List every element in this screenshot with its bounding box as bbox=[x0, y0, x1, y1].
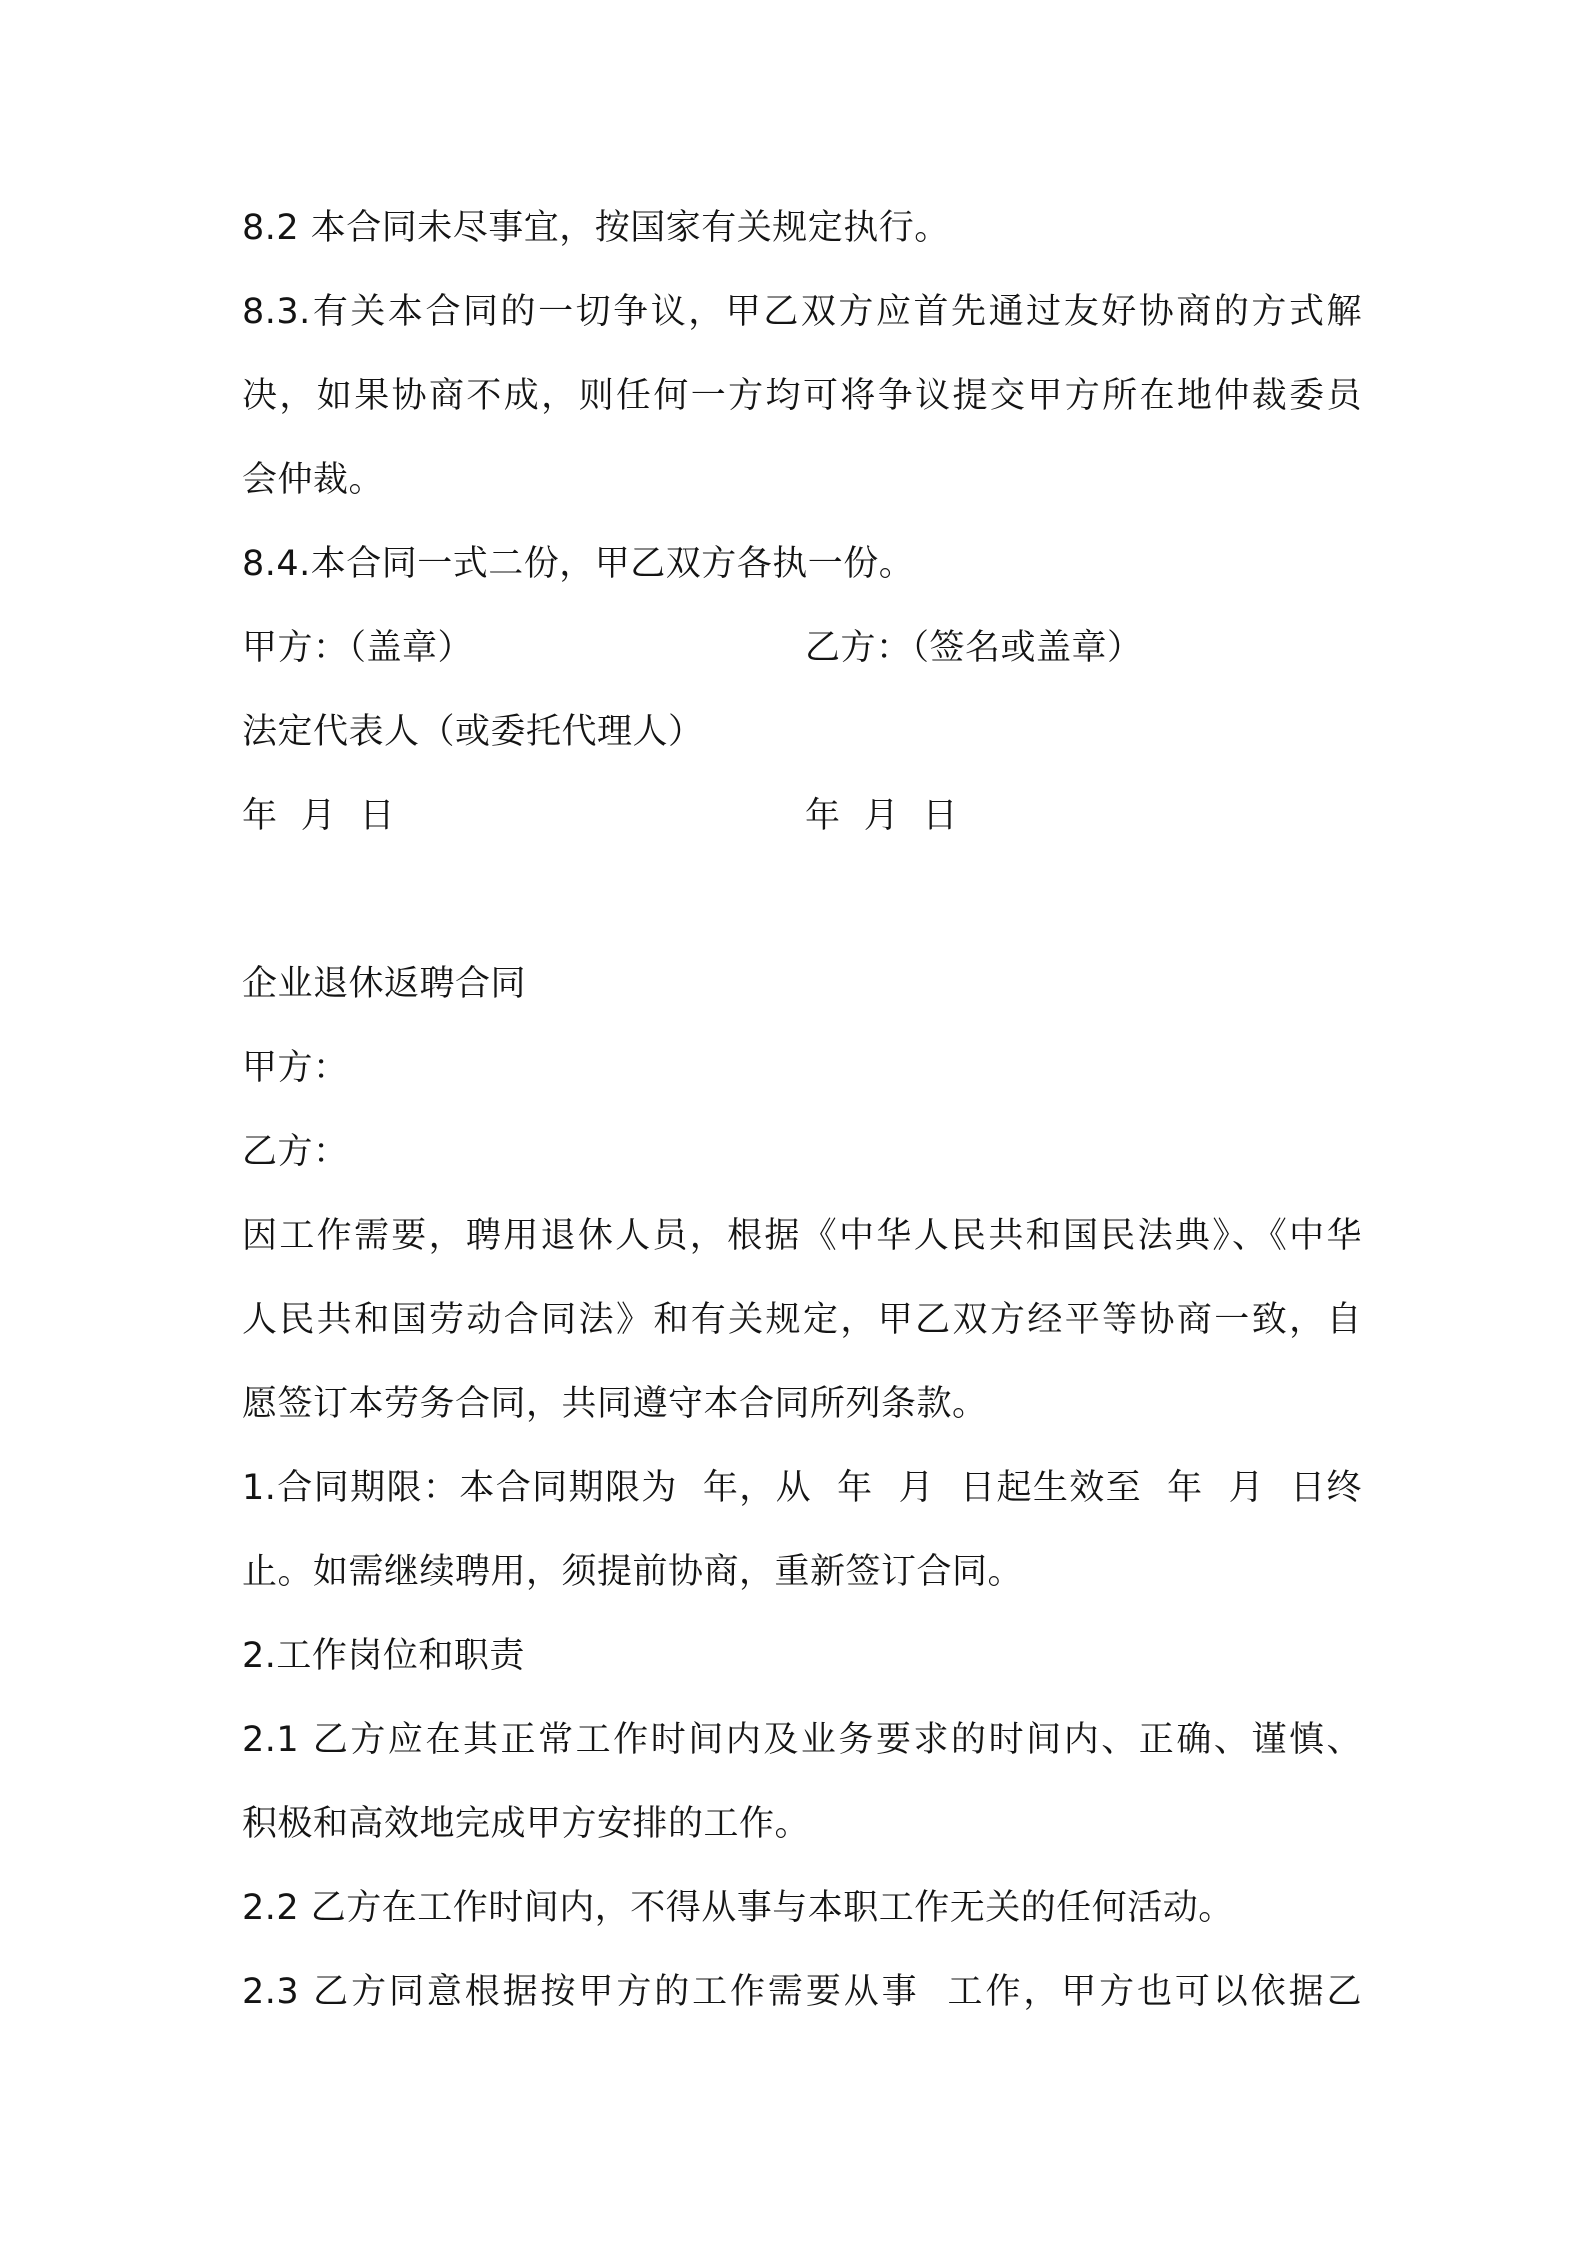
clause-8-4: 8.4.本合同一式二份，甲乙双方各执一份。 bbox=[242, 544, 915, 584]
date-line-party-a: 年 月 日 bbox=[242, 796, 396, 836]
clause-1-line-2: 止。如需继续聘用，须提前协商，重新签订合同。 bbox=[242, 1552, 1024, 1592]
clause-2-2: 2.2 乙方在工作时间内，不得从事与本职工作无关的任何活动。 bbox=[242, 1888, 1234, 1928]
clause-8-3-line-1: 8.3.有关本合同的一切争议，甲乙双方应首先通过友好协商的方式解 bbox=[242, 292, 1362, 332]
clause-2-1-line-2: 积极和高效地完成甲方安排的工作。 bbox=[242, 1804, 811, 1844]
intro-line-3: 愿签订本劳务合同，共同遵守本合同所列条款。 bbox=[242, 1384, 988, 1424]
clause-8-3-line-2: 决，如果协商不成，则任何一方均可将争议提交甲方所在地仲裁委员 bbox=[242, 376, 1362, 416]
intro-line-1: 因工作需要，聘用退休人员，根据《中华人民共和国民法典》、《中华 bbox=[242, 1216, 1362, 1256]
date-line-party-b: 年 月 日 bbox=[805, 796, 959, 836]
contract-title: 企业退休返聘合同 bbox=[242, 964, 527, 1004]
clause-2-1-line-1: 2.1 乙方应在其正常工作时间内及业务要求的时间内、正确、谨慎、 bbox=[242, 1720, 1362, 1760]
clause-8-2: 8.2 本合同未尽事宜，按国家有关规定执行。 bbox=[242, 208, 950, 248]
party-a-seal-label: 甲方：（盖章） bbox=[242, 628, 474, 668]
party-b-label: 乙方： bbox=[242, 1132, 349, 1172]
clause-8-3-line-3: 会仲裁。 bbox=[242, 460, 385, 500]
party-a-label: 甲方： bbox=[242, 1048, 349, 1088]
clause-2-title: 2.工作岗位和职责 bbox=[242, 1636, 525, 1676]
party-b-seal-label: 乙方：（签名或盖章） bbox=[805, 628, 1143, 668]
legal-representative-label: 法定代表人（或委托代理人） bbox=[242, 712, 704, 752]
clause-1-line-1: 1.合同期限：本合同期限为 年，从 年 月 日起生效至 年 月 日终 bbox=[242, 1468, 1362, 1508]
clause-2-3: 2.3 乙方同意根据按甲方的工作需要从事 工作，甲方也可以依据乙 bbox=[242, 1972, 1362, 2012]
intro-line-2: 人民共和国劳动合同法》和有关规定，甲乙双方经平等协商一致，自 bbox=[242, 1300, 1362, 1340]
